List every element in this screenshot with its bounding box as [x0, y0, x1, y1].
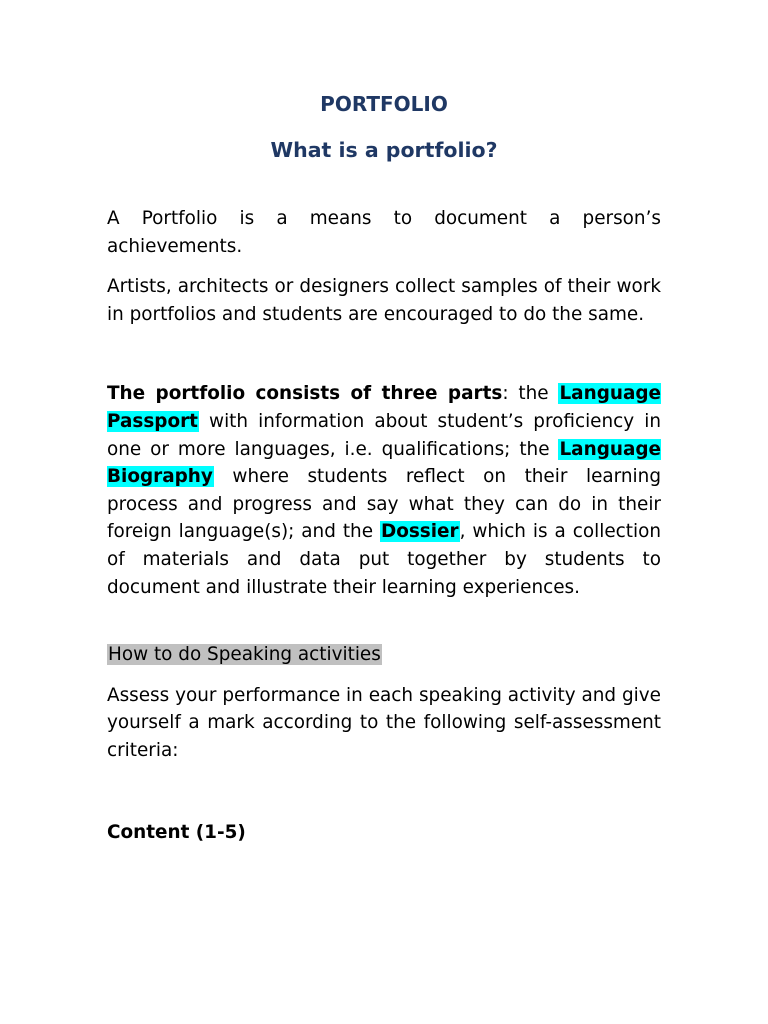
highlight-language-biography: Language Biography [107, 438, 661, 488]
document-body [107, 88, 661, 846]
parts-lead: The portfolio consists of three parts [107, 383, 503, 405]
paragraph-portfolio-parts [107, 380, 661, 601]
content-heading: Content (1-5) [107, 821, 246, 843]
parts-text-1: : the [502, 383, 559, 405]
highlight-language-passport: Language Passport [107, 383, 661, 432]
highlight-dossier: Dossier [380, 521, 459, 543]
section-heading-speaking [107, 641, 661, 669]
parts-text-4: , which is a collection of materials and data put together by students to document and illustrate their learning experiences. [107, 521, 661, 598]
paragraph-artists: Artists, architects or designers collect samples of their work in portfolios and students are encouraged to do the same. [107, 276, 661, 325]
paragraph-assess: Assess your performance in each speaking activity and give yourself a mark according to the following self-assessment criteria: [107, 684, 661, 761]
parts-text-2: with information about student’s proficiency in one or more languages, i.e. qualifications; the [107, 410, 661, 460]
section-heading-text: How to do Speaking activities [108, 644, 381, 666]
paragraph-definition: A Portfolio is a means to document a person’s achievements. [107, 208, 661, 257]
document-subtitle: What is a portfolio? [270, 138, 498, 162]
parts-text-3: where students reflect on their learning process and progress and say what they can do in their foreign language(s); and the [107, 466, 661, 543]
document-title: PORTFOLIO [320, 92, 448, 116]
